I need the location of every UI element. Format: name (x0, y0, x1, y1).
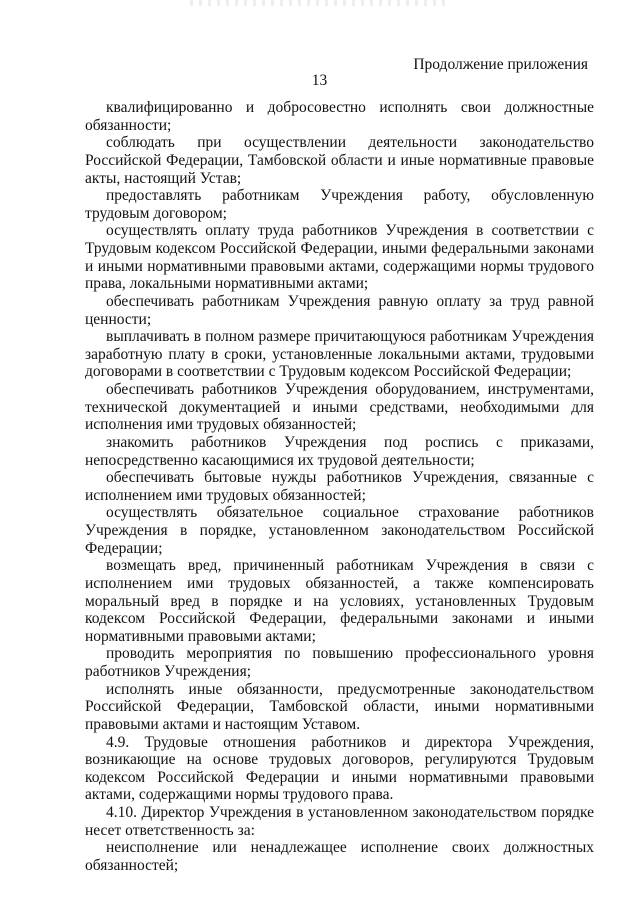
paragraph-section-4-9: 4.9. Трудовые отношения работников и директора Учреждения, возникающие на основе трудовых договоров, регулируются Трудовым кодексом Российской Федерации и иными нормативными правовыми актами, содержащими нормы трудового права. (85, 733, 594, 804)
paragraph-duty-compensate-harm: возмещать вред, причиненный работникам Учреждения в связи с исполнением ими трудовых обязанностей, а также компенсировать моральный вред в порядке и на условиях, установленных Трудовым кодексом Российской Федерации, федеральными законами и иными нормативными правовыми актами; (85, 557, 594, 645)
paragraph-duty-social-insurance: осуществлять обязательное социальное страхование работников Учреждения в порядке, установленном законодательством Российской Федерации; (85, 504, 594, 557)
paragraph-section-4-10: 4.10. Директор Учреждения в установленном законодательством порядке несет ответственность за: (85, 804, 594, 839)
paragraph-duty-qualified-performance: квалифицированно и добросовестно исполнять свои должностные обязанности; (85, 99, 594, 134)
paragraph-duty-provide-equipment: обеспечивать работников Учреждения оборудованием, инструментами, технической документацией и иными средствами, необходимыми для исполнения ими трудовых обязанностей; (85, 381, 594, 434)
paragraph-duty-pay-labor: осуществлять оплату труда работников Учреждения в соответствии с Трудовым кодексом Российской Федерации, иными федеральными законами и иными нормативными правовыми актами, содержащими нормы трудового права, локальными нормативными актами; (85, 222, 594, 293)
paragraph-duty-acquaint-orders: знакомить работников Учреждения под роспись с приказами, непосредственно касающимися их трудовой деятельности; (85, 433, 594, 469)
document-body (85, 99, 594, 875)
paragraph-responsibility-nonperformance: неисполнение или ненадлежащее исполнение своих должностных обязанностей; (85, 839, 594, 874)
paragraph-duty-pay-salary: выплачивать в полном размере причитающуюся работникам Учреждения заработную плату в сроки, установленные локальными актами, трудовыми договорами в соответствии с Трудовым кодексом Российской Федерации; (85, 328, 594, 381)
paragraph-duty-household-needs: обеспечивать бытовые нужды работников Учреждения, связанные с исполнением ими трудовых обязанностей; (85, 469, 594, 504)
paragraph-duty-provide-work: предоставлять работникам Учреждения работу, обусловленную трудовым договором; (85, 187, 594, 222)
page-number: 13 (311, 72, 328, 89)
paragraph-duty-equal-pay: обеспечивать работникам Учреждения равную оплату за труд равной ценности; (85, 292, 594, 328)
appendix-continuation-label: Продолжение приложения (413, 56, 588, 73)
scan-artifact (190, 0, 450, 6)
paragraph-duty-other-obligations: исполнять иные обязанности, предусмотренные законодательством Российской Федерации, Тамбовской области, иными нормативными правовыми актами и настоящим Уставом. (85, 680, 594, 733)
paragraph-duty-comply-legislation: соблюдать при осуществлении деятельности законодательство Российской Федерации, Тамбовской области и иные нормативные правовые акты, настоящий Устав; (85, 134, 594, 187)
paragraph-duty-professional-development: проводить мероприятия по повышению профессионального уровня работников Учреждения; (85, 645, 594, 680)
